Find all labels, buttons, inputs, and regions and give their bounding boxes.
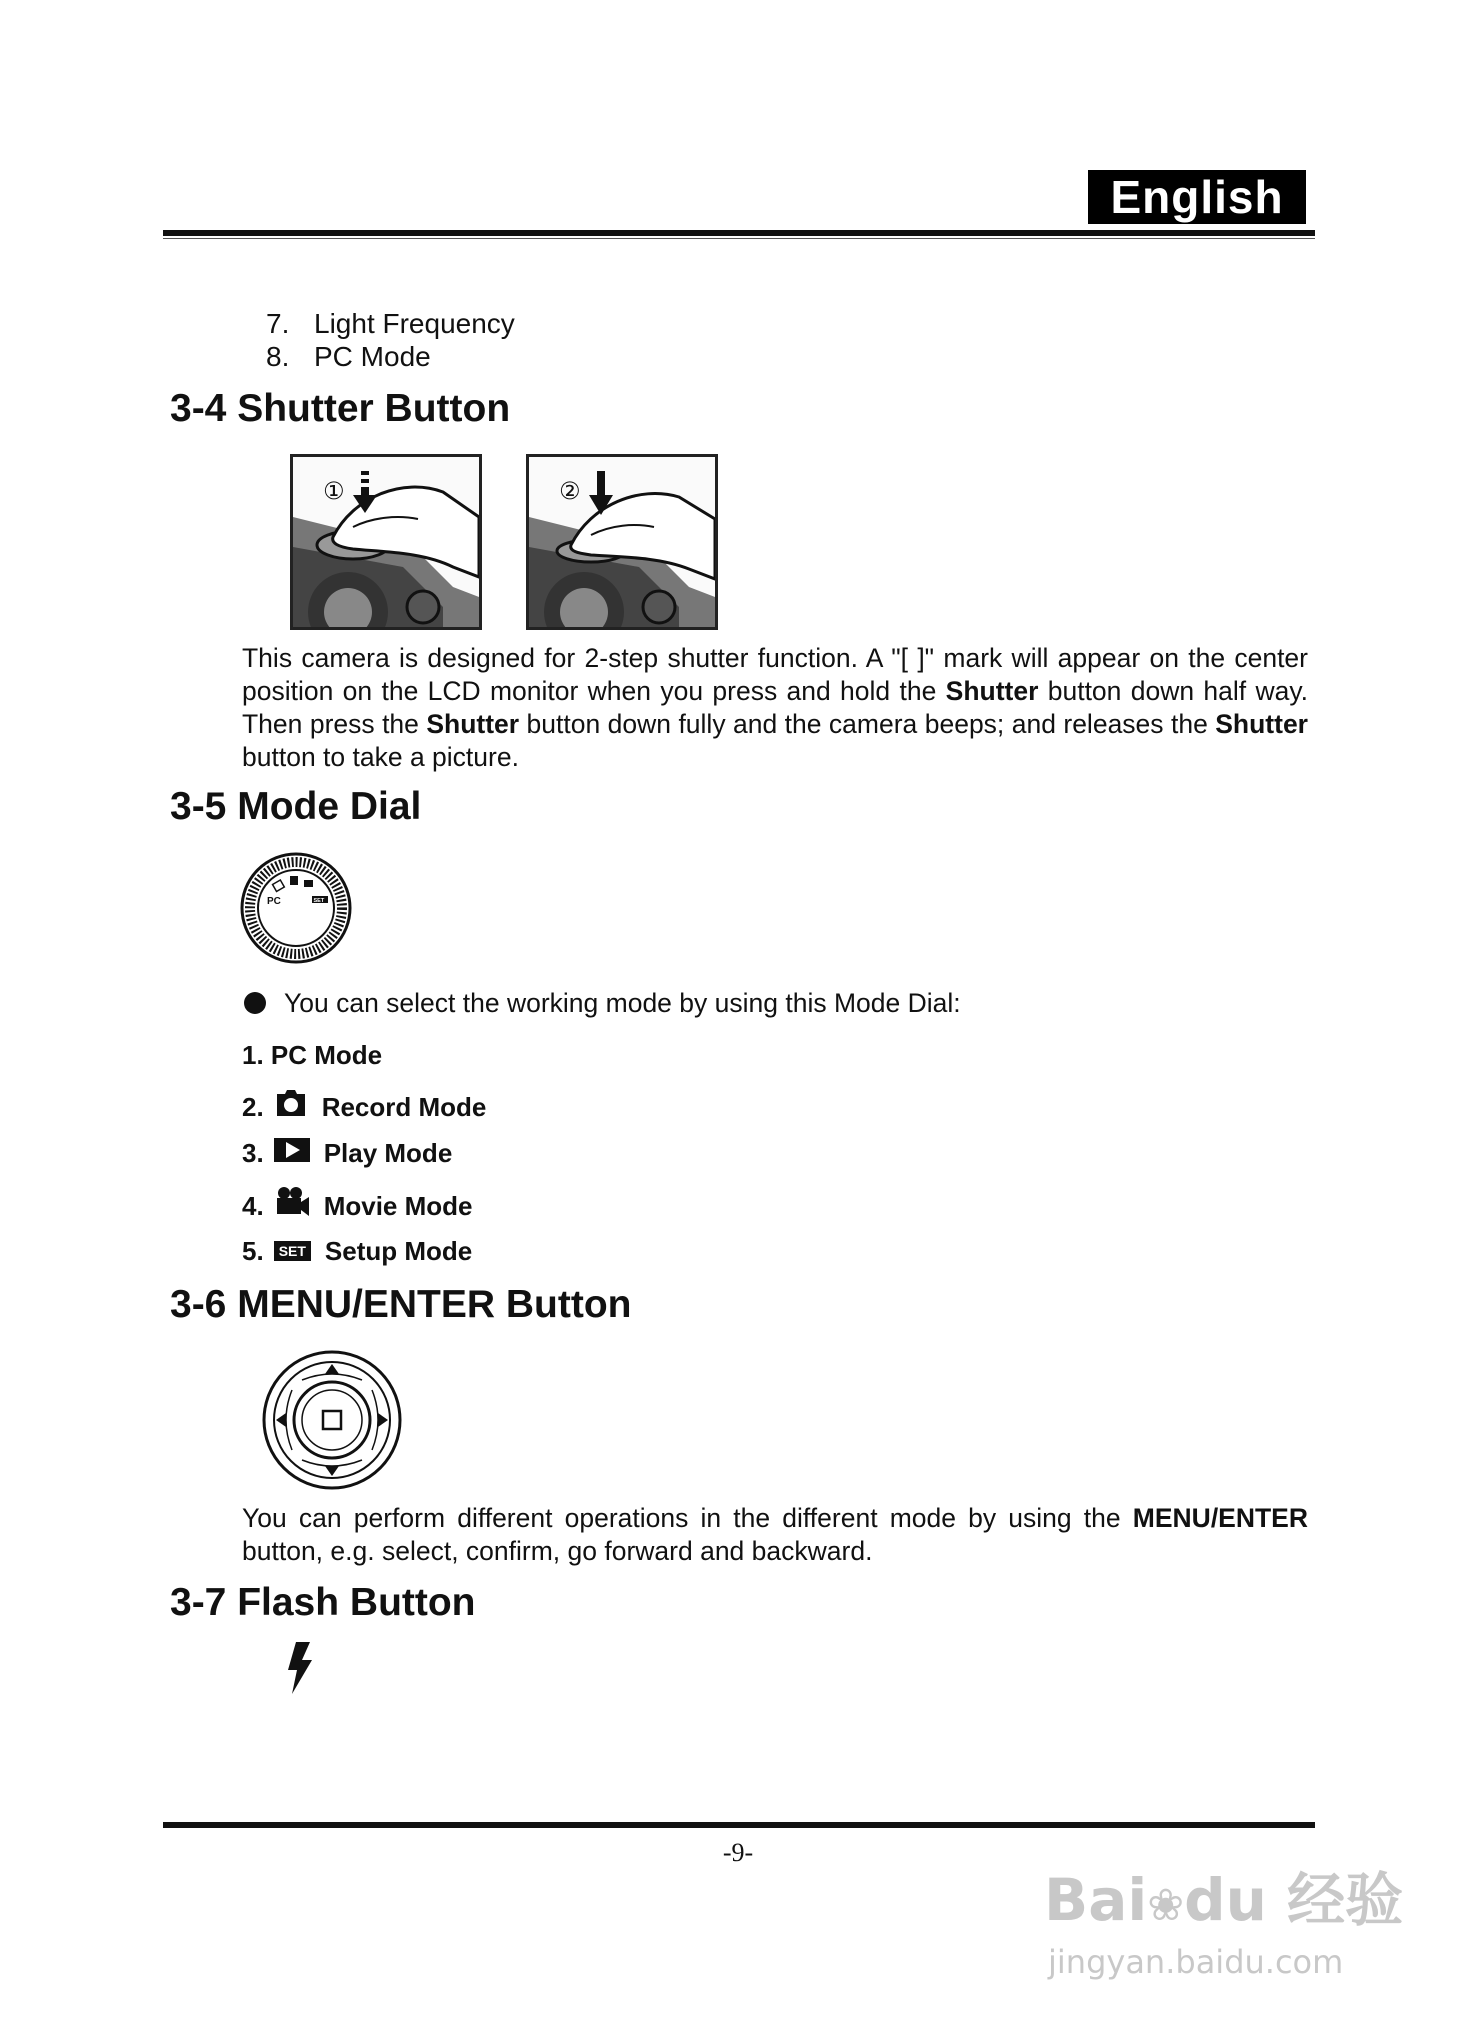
section-heading-mode-dial: 3-5 Mode Dial [170,785,422,828]
header-rule [163,230,1315,236]
footer-rule [163,1822,1315,1828]
mode-item-record: 2. Record Mode [242,1088,486,1126]
mode-dial-intro: You can select the working mode by using this Mode Dial: [284,988,961,1018]
header-rule-thin [163,238,1315,239]
dial-pc-label: PC [267,896,281,907]
watermark-url: jingyan.baidu.com [1048,1943,1344,1981]
camera-icon [274,1088,308,1126]
bullet-icon [244,992,266,1014]
play-icon [274,1136,310,1170]
flash-icon [284,1640,316,1696]
mode-item-setup: 5. SET Setup Mode [242,1236,473,1266]
mode-dial-image [240,852,352,964]
menu-enter-description: You can perform different operations in the different mode by using the MENU/ENTER button, e.g. select, confirm, go forward and backward. [242,1503,1308,1566]
dial-set-label: SET [313,898,325,904]
list-item: 7. Light Frequency [266,308,515,339]
mode-item-movie: 4. Movie Mode [242,1186,472,1226]
shutter-full-press-image [526,454,718,630]
menu-enter-button-image [262,1350,402,1490]
page-number: -9- [722,1838,754,1867]
paw-icon: ❀ [1147,1880,1185,1931]
shutter-description: This camera is designed for 2-step shutter function. A "[ ]" mark will appear on the center position on the LCD monitor when you press and hold the Shutter button down half way. Then press the Shutter button down fully and the camera beeps; and releases the Shutter button to take a picture. [242,643,1308,772]
watermark-logo: Bai❀du 经验 [1044,1866,1404,1934]
step2-marker: ② [559,477,581,505]
section-heading-flash: 3-7 Flash Button [170,1581,476,1624]
list-item: 8. PC Mode [266,341,431,372]
language-badge: English [1088,170,1306,224]
section-heading-menu-enter: 3-6 MENU/ENTER Button [170,1283,632,1326]
mode-item-play: 3. Play Mode [242,1138,453,1168]
set-icon: SET [274,1241,311,1261]
section-heading-shutter: 3-4 Shutter Button [170,387,511,430]
step1-marker: ① [323,477,345,505]
movie-camera-icon [274,1186,310,1226]
mode-item-pc: 1. PC Mode [242,1040,383,1070]
shutter-half-press-image [290,454,482,630]
